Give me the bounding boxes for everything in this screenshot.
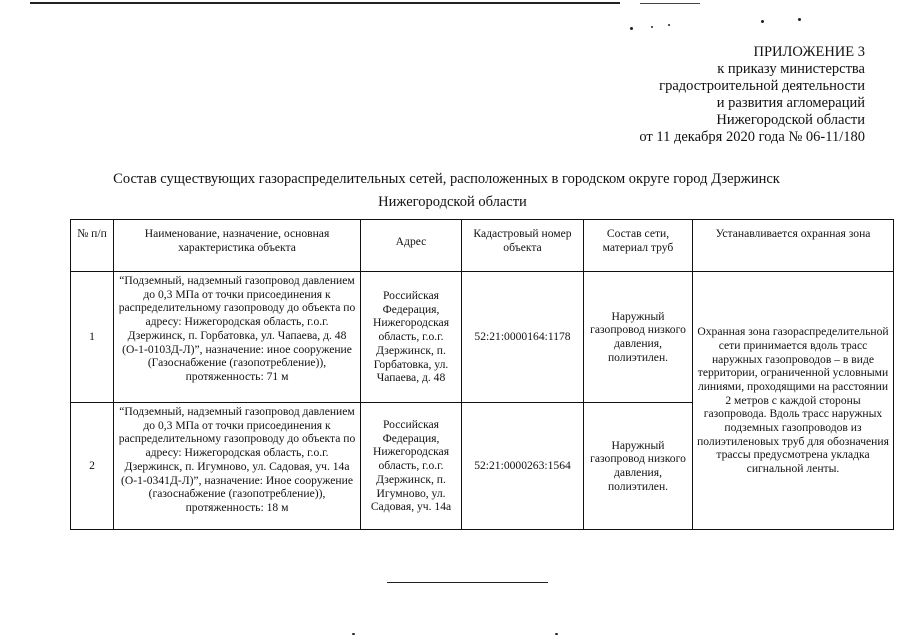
scan-speck [668, 24, 670, 26]
table-header-row [71, 220, 894, 272]
scan-speck [630, 27, 633, 30]
row-cadastral: 52:21:0000263:1564 [462, 403, 584, 530]
row-address: Российская Федерация, Нижегородская область, г.о.г. Дзержинск, п. Игумново, ул. Садовая, уч. 14а [361, 403, 462, 530]
row-name [114, 272, 361, 403]
document-title: Состав существующих газораспределительных сетей, расположенных в городском округе город Дзержинск [113, 171, 780, 187]
header-network: Состав сети, материал труб [584, 220, 693, 272]
scan-speck [651, 26, 653, 28]
scan-speck [352, 633, 355, 635]
row-num: 2 [71, 403, 114, 530]
row-name-text: “Подземный, надземный газопровод давлением до 0,3 МПа от точки присоединения к распределительному газопроводу до объекта по адресу: Нижегородская область, г.о.г. Дзержинск, п. Игумново, ул. Садовая, уч. 14а (О-1-0341Д-Л)”, назначение: Иное сооружение (газоснабжение (газопотребление)), протяженность: 18 м [118, 405, 356, 514]
appendix-line: к приказу министерства [717, 61, 865, 77]
header-cadastral: Кадастровый номер объекта [462, 220, 584, 272]
appendix-line: градостроительной деятельности [659, 78, 865, 94]
header-num: № п/п [71, 220, 114, 272]
document-subtitle: Нижегородской области [378, 194, 527, 210]
appendix-line: и развития агломераций [716, 95, 865, 111]
scan-top-border-fragment [640, 3, 700, 4]
row-name-text: “Подземный, надземный газопровод давлением до 0,3 МПа от точки присоединения к распределительному газопроводу до объекта по адресу: Нижегородская область, г.о.г. Дзержинск, п. Горбатовка, ул. Чапаева, д. 48 (О-1-0103Д-Л)”, назначение: иное сооружение (Газоснабжение (газопотребление)), протяженность: 71 м [118, 274, 356, 383]
header-address: Адрес [361, 220, 462, 272]
scan-speck [555, 633, 558, 635]
appendix-header [639, 44, 865, 146]
gas-network-table [70, 219, 894, 530]
footer-divider [387, 582, 548, 583]
scan-speck [761, 20, 764, 23]
appendix-line: Нижегородской области [716, 112, 865, 128]
row-name [114, 403, 361, 530]
row-address: Российская Федерация, Нижегородская область, г.о.г. Дзержинск, п. Горбатовка, ул. Чапаева, д. 48 [361, 272, 462, 403]
table-row [71, 272, 894, 403]
row-network: Наружный газопровод низкого давления, полиэтилен. [584, 403, 693, 530]
row-network: Наружный газопровод низкого давления, полиэтилен. [584, 272, 693, 403]
row-num: 1 [71, 272, 114, 403]
header-name: Наименование, назначение, основная характеристика объекта [114, 220, 361, 272]
scan-top-border [30, 2, 620, 4]
protection-zone: Охранная зона газораспределительной сети принимается вдоль трасс наружных газопроводов – в виде территории, ограниченной условными линиями, проходящими на расстоянии 2 метров с каждой стороны газопровода. Вдоль трасс наружных подземных газопроводов из полиэтиленовых труб для обозначения трассы предусмотрена укладка сигнальной ленты. [693, 272, 894, 530]
row-cadastral: 52:21:0000164:1178 [462, 272, 584, 403]
appendix-line: ПРИЛОЖЕНИЕ 3 [753, 44, 865, 60]
appendix-line: от 11 декабря 2020 года № 06-11/180 [639, 129, 865, 145]
scan-speck [798, 18, 801, 21]
header-zone: Устанавливается охранная зона [693, 220, 894, 272]
